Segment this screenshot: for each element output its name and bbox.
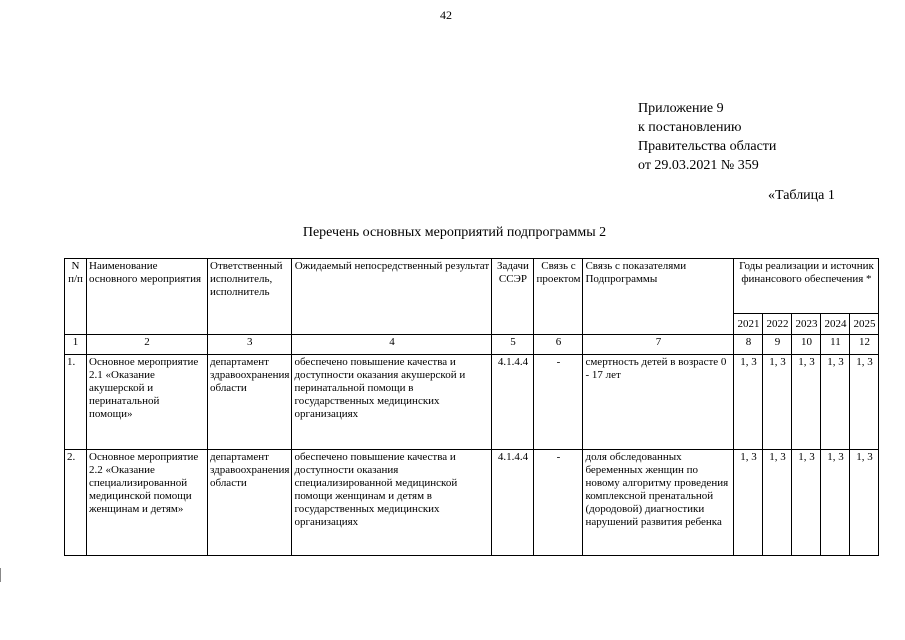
header-name: Наименование основного мероприятия <box>87 259 208 335</box>
column-number: 6 <box>534 335 583 355</box>
column-number: 8 <box>734 335 763 355</box>
page-number: 42 <box>440 8 452 22</box>
row-value-2021: 1, 3 <box>734 355 763 450</box>
row-value-2025: 1, 3 <box>850 450 879 556</box>
row-indicators: доля обследованных беременных женщин по новому алгоритму проведения комплексной пренатальной (дородовой) диагностики нарушений развития ребенка <box>583 450 734 556</box>
row-value-2025: 1, 3 <box>850 355 879 450</box>
appendix-line: Приложение 9 <box>638 101 724 116</box>
row-responsible: департамент здравоохранения области <box>208 450 292 556</box>
header-tasks: Задачи ССЭР <box>492 259 534 335</box>
header-responsible: Ответственный исполнитель, исполнитель <box>208 259 292 335</box>
table-row <box>65 355 879 450</box>
row-value-2024: 1, 3 <box>821 450 850 556</box>
column-number: 10 <box>792 335 821 355</box>
column-number-row <box>65 335 879 355</box>
column-number: 5 <box>492 335 534 355</box>
header-link-indicators: Связь с показателями Подпрограммы <box>583 259 734 335</box>
column-number: 3 <box>208 335 292 355</box>
header-result: Ожидаемый непосредственный результат <box>292 259 492 335</box>
row-value-2022: 1, 3 <box>763 355 792 450</box>
row-name: Основное мероприятие 2.2 «Оказание специализированной медицинской помощи женщинам и детям» <box>87 450 208 556</box>
column-number: 1 <box>65 335 87 355</box>
row-responsible: департамент здравоохранения области <box>208 355 292 450</box>
table-label: «Таблица 1 <box>768 188 835 203</box>
row-num: 1. <box>65 355 87 450</box>
column-number: 2 <box>87 335 208 355</box>
header-link-project: Связь с проектом <box>534 259 583 335</box>
row-value-2023: 1, 3 <box>792 450 821 556</box>
year-2021: 2021 <box>734 314 763 335</box>
year-2025: 2025 <box>850 314 879 335</box>
appendix-block <box>638 99 776 175</box>
row-tasks: 4.1.4.4 <box>492 355 534 450</box>
document-title-text: Перечень основных мероприятий подпрограммы 2 <box>302 225 607 240</box>
year-2023: 2023 <box>792 314 821 335</box>
document-title <box>0 225 905 241</box>
row-tasks: 4.1.4.4 <box>492 450 534 556</box>
appendix-line: от 29.03.2021 № 359 <box>638 158 759 173</box>
column-number: 12 <box>850 335 879 355</box>
header-num: N п/п <box>65 259 87 335</box>
row-indicators: смертность детей в возрасте 0 - 17 лет <box>583 355 734 450</box>
activities-table <box>64 258 879 556</box>
year-2022: 2022 <box>763 314 792 335</box>
table-row <box>65 450 879 556</box>
row-result: обеспечено повышение качества и доступности оказания акушерской и перинатальной помощи в государственных медицинских организациях <box>292 355 492 450</box>
header-years: Годы реализации и источник финансового обеспечения * <box>734 259 879 314</box>
column-number: 4 <box>292 335 492 355</box>
row-value-2023: 1, 3 <box>792 355 821 450</box>
column-number: 11 <box>821 335 850 355</box>
row-value-2022: 1, 3 <box>763 450 792 556</box>
row-project: - <box>534 355 583 450</box>
column-number: 9 <box>763 335 792 355</box>
column-number: 7 <box>583 335 734 355</box>
row-result: обеспечено повышение качества и доступности оказания специализированной медицинской помощи женщинам и детям в государственных медицинских организациях <box>292 450 492 556</box>
appendix-line: Правительства области <box>638 139 777 154</box>
year-2024: 2024 <box>821 314 850 335</box>
row-project: - <box>534 450 583 556</box>
row-value-2021: 1, 3 <box>734 450 763 556</box>
row-num: 2. <box>65 450 87 556</box>
appendix-line: к постановлению <box>638 120 742 135</box>
scan-edge-mark <box>0 568 5 582</box>
row-value-2024: 1, 3 <box>821 355 850 450</box>
row-name: Основное мероприятие 2.1 «Оказание акушерской и перинатальной помощи» <box>87 355 208 450</box>
